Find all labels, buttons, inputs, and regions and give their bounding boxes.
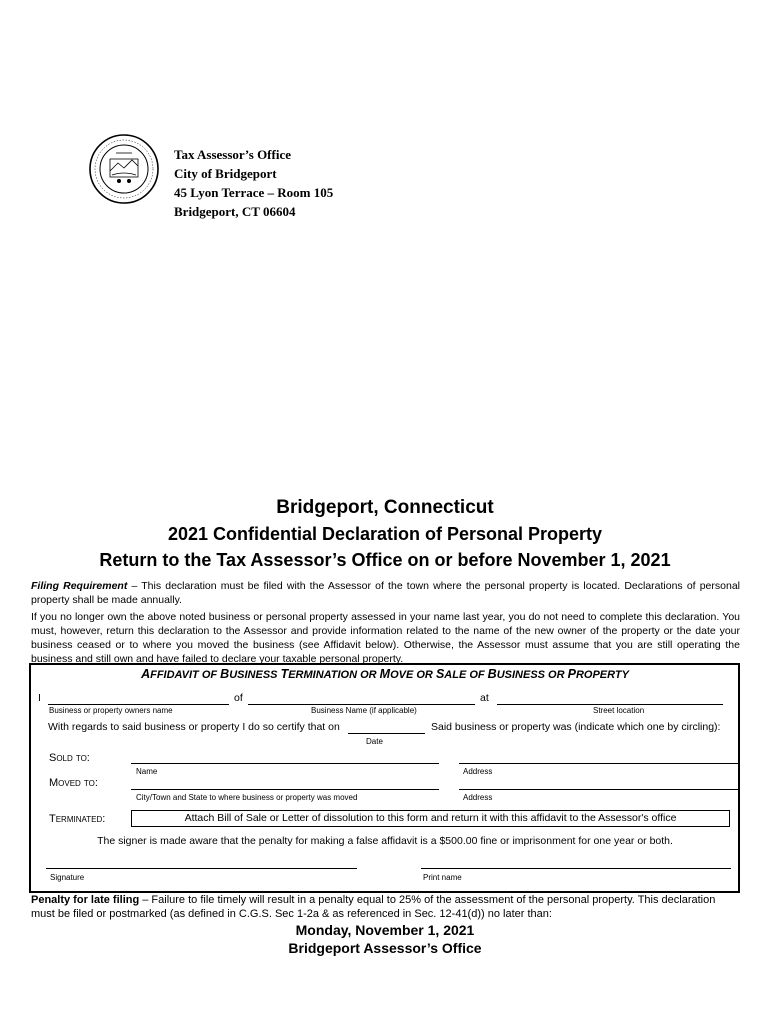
sold-to-name-field[interactable] <box>131 763 439 764</box>
late-filing-paragraph <box>31 893 741 921</box>
print-name-field[interactable] <box>421 868 731 869</box>
owner-name-field[interactable] <box>48 704 229 705</box>
attach-instructions-text: Attach Bill of Sale or Letter of dissolution to this form and return it with this affidavit to the Assessor's office <box>184 812 677 824</box>
notice-paragraph <box>31 610 740 666</box>
business-name-caption: Business Name (if applicable) <box>311 706 417 715</box>
signature-field[interactable] <box>46 868 357 869</box>
affidavit-box <box>29 663 740 893</box>
office-line: Tax Assessor’s Office <box>174 147 291 162</box>
title-return-deadline: Return to the Tax Assessor’s Office on or before November 1, 2021 <box>99 550 671 570</box>
name-caption: Name <box>136 767 158 776</box>
office-line: Bridgeport, CT 06604 <box>174 204 296 219</box>
affidavit-title-part: B <box>220 667 230 681</box>
affidavit-title-part: ALE OF <box>444 669 488 681</box>
affidavit-title-part: USINESS OR <box>496 669 568 681</box>
office-line: 45 Lyon Terrace – Room 105 <box>174 185 334 200</box>
affidavit-title-part: USINESS <box>229 669 281 681</box>
affidavit-title-part: FFIDAVIT OF <box>150 669 221 681</box>
date-field[interactable] <box>348 733 425 734</box>
title-city: Bridgeport, Connecticut <box>276 497 494 518</box>
terminated-label: Terminated: <box>49 813 106 825</box>
city-state-caption: City/Town and State to where business or property was moved <box>136 793 358 802</box>
affidavit-title-part: OVE OR <box>390 669 436 681</box>
affidavit-i-label: I <box>38 692 41 704</box>
affidavit-title-part: P <box>567 667 576 681</box>
office-address-block <box>174 145 333 221</box>
date-caption: Date <box>366 737 383 746</box>
affidavit-at-label: at <box>480 692 489 704</box>
affidavit-title-part: ROPERTY <box>575 669 629 681</box>
affidavit-title-part: B <box>487 667 497 681</box>
moved-to-address-field[interactable] <box>459 789 740 790</box>
print-name-caption: Print name <box>423 873 462 882</box>
address-caption-2: Address <box>463 793 493 802</box>
false-affidavit-penalty: The signer is made aware that the penalty for making a false affidavit is a $500.00 fine or imprisonment for one year or both. <box>97 835 673 847</box>
late-filing-label: Penalty for late filing <box>31 894 140 906</box>
affidavit-of-label: of <box>234 692 243 704</box>
affidavit-title-part: M <box>379 667 391 681</box>
deadline-date: Monday, November 1, 2021 <box>295 922 475 938</box>
street-location-field[interactable] <box>497 704 723 705</box>
sold-to-label: Sold to: <box>49 752 90 764</box>
late-filing-text: – Failure to file timely will result in a penalty equal to 25% of the assessment of the personal property. This declaration must be filed or postmarked (as defined in C.G.S. Sec 1-2a & as referenced in Sec. 12-41(d)) no later than: <box>31 894 716 920</box>
signature-caption: Signature <box>50 873 85 882</box>
affidavit-title-part: A <box>141 667 151 681</box>
said-business-text: Said business or property was (indicate which one by circling): <box>431 721 721 733</box>
address-caption: Address <box>463 767 493 776</box>
affidavit-title-part: ERMINATION OR <box>288 669 380 681</box>
business-name-field[interactable] <box>248 704 475 705</box>
filing-requirement-paragraph <box>31 579 740 607</box>
street-location-caption: Street location <box>593 706 645 715</box>
attach-instructions-box <box>131 810 730 827</box>
office-line: City of Bridgeport <box>174 166 277 181</box>
affidavit-title-part: S <box>435 667 445 681</box>
moved-to-city-field[interactable] <box>131 789 439 790</box>
affidavit-title <box>0 667 770 681</box>
certify-text: With regards to said business or property I do so certify that on <box>48 721 340 733</box>
moved-to-label: Moved to: <box>49 777 98 789</box>
filing-requirement-label: Filing Requirement <box>31 580 128 592</box>
filing-requirement-text: – This declaration must be filed with the Assessor of the town where the personal property is located. Declarations of personal property shall be made annually. <box>31 580 740 606</box>
notice-text: If you no longer own the above noted business or personal property assessed in your name last year, you do not need to complete this declaration. You must, however, return this declaration to the Assessor and provide information related to the name of the new owner of the property or the date your business ceased or to where you moved the business (see Affidavit below). Otherwise, the Assessor must assume that you are still operating the business and still own and have failed to declare your taxable personal property. <box>31 611 740 665</box>
sold-to-address-field[interactable] <box>459 763 740 764</box>
affidavit-title-part: T <box>280 667 289 681</box>
title-declaration: 2021 Confidential Declaration of Personal Property <box>167 524 603 544</box>
deadline-office: Bridgeport Assessor’s Office <box>288 940 482 956</box>
city-seal-icon <box>88 133 160 205</box>
owner-name-caption: Business or property owners name <box>49 706 173 715</box>
